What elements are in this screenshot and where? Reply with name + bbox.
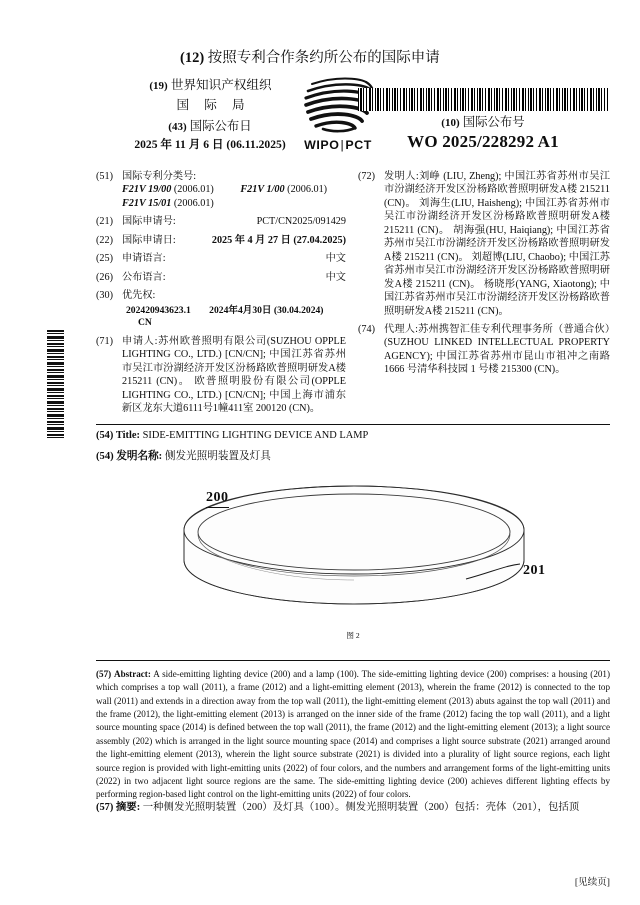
publication-date-value: 2025 年 11 月 6 日 (06.11.2025)	[134, 138, 286, 151]
priority-row	[122, 305, 346, 330]
code-30: (30)	[96, 290, 113, 302]
header-kind-of-document	[180, 46, 440, 67]
abstract-label-zh: 摘要:	[115, 802, 141, 813]
code-72: (72)	[358, 171, 375, 182]
divider-above-abstract	[96, 660, 610, 661]
inventors-content	[384, 170, 610, 318]
priority-number: 202420943623.1	[126, 304, 191, 316]
application-number-row	[122, 215, 346, 228]
organization-line1: 世界知识产权组织	[170, 78, 272, 92]
ipc-code-1: F21V 19/00	[122, 184, 172, 196]
filing-language-row	[122, 252, 346, 265]
title-english	[96, 430, 610, 441]
code-57-en: (57)	[96, 669, 112, 679]
publication-language-row	[122, 271, 346, 284]
ipc-row-1	[122, 183, 346, 196]
ipc-version-1: (2006.01)	[173, 184, 214, 196]
biblio-right-column	[358, 170, 610, 382]
code-12: (12)	[180, 50, 205, 66]
publication-number-block	[358, 112, 608, 152]
application-number-value: PCT/CN2025/091429	[256, 216, 346, 228]
figure-reference-201: 201	[523, 563, 546, 578]
publication-date-block	[110, 116, 310, 152]
wipo-organization	[118, 74, 303, 113]
priority-label: 优先权:	[122, 290, 156, 302]
figure-reference-200: 200	[206, 490, 229, 508]
code-19: (19)	[149, 80, 168, 92]
application-date-value: 2025 年 4 月 27 日 (27.04.2025)	[211, 234, 346, 246]
code-54-en: (54)	[96, 430, 114, 441]
field-priority	[96, 289, 346, 330]
ipc-version-3: (2006.01)	[173, 197, 214, 209]
ipc-row-2	[122, 197, 346, 210]
field-application-number	[96, 215, 346, 228]
code-26: (26)	[96, 271, 113, 283]
field-filing-language	[96, 252, 346, 265]
publication-barcode	[358, 88, 608, 111]
ipc-label: 国际专利分类号:	[122, 171, 197, 182]
code-71: (71)	[96, 335, 113, 347]
priority-content	[122, 289, 346, 330]
abstract-english	[96, 668, 610, 802]
divider-above-title	[96, 424, 610, 425]
application-number-label: 国际申请号:	[122, 216, 176, 228]
code-54-zh: (54)	[96, 451, 114, 462]
code-74: (74)	[358, 323, 375, 335]
header-title-12: 按照专利合作条约所公布的国际申请	[207, 50, 440, 66]
title-chinese	[96, 448, 610, 463]
abstract-chinese	[96, 800, 610, 816]
continuation-note: [见续页]	[574, 877, 610, 888]
field-inventors	[358, 170, 610, 318]
ipc-content	[122, 170, 346, 210]
abstract-label-en: Abstract:	[114, 669, 151, 679]
wipo-text: WIPO	[304, 138, 340, 152]
filing-language-label: 申请语言:	[122, 253, 166, 265]
pct-text: PCT	[345, 138, 372, 152]
wordmark-separator: |	[340, 138, 345, 152]
applicant-label: 申请人:	[122, 335, 158, 347]
inventors-text: 刘峥 (LIU, Zheng); 中国江苏省苏州市吴江市汾湖经济开发区汾杨路欧普照明研发A楼 215211 (CN)。 刘海生(LIU, Haisheng); 中国江苏省苏州市吴江市汾湖经济开发区汾杨路欧普照明研发A楼 215211 (CN)。 胡海强(HU, Haiqiang); 中国江苏省苏州市吴江市汾湖经济开发区汾杨路欧普照明研发A楼 215211 (CN)。 刘超博(LIU, Chaobo); 中国江苏省苏州市吴江市汾湖经济开发区汾杨路欧普照明研发A楼 215211 (CN)。 杨晓彤(YANG, Xiaotong); 中国江苏省苏州市吴江市汾湖经济开发区汾杨路欧普照明研发A楼 215211 (CN)。	[384, 171, 610, 317]
inventors-label: 发明人:	[384, 171, 419, 182]
page-header	[96, 46, 608, 158]
left-margin-barcode	[47, 330, 64, 438]
field-applicant	[96, 335, 346, 416]
code-57-zh: (57)	[96, 802, 114, 813]
publication-number-value: WO 2025/228292 A1	[407, 132, 559, 151]
ipc-code-3: F21V 15/01	[122, 197, 172, 209]
publication-number-label-row	[358, 112, 608, 130]
ipc-version-2: (2006.01)	[287, 184, 328, 196]
priority-country: CN	[138, 317, 152, 329]
priority-date: 2024年4月30日 (30.04.2024)	[209, 304, 324, 316]
code-21: (21)	[96, 216, 113, 228]
field-agent	[358, 323, 610, 377]
title-label-en: Title:	[115, 430, 140, 441]
figure-caption: 图 2	[346, 631, 360, 640]
field-ipc	[96, 170, 346, 210]
organization-line2: 国 际 局	[176, 98, 251, 112]
ipc-entry-2	[240, 183, 327, 196]
applicant-content	[122, 335, 346, 416]
publication-language-label: 公布语言:	[122, 271, 166, 283]
code-51: (51)	[96, 171, 113, 182]
field-application-date	[96, 234, 346, 247]
field-publication-language	[96, 271, 346, 284]
applicant-text: 苏州欧普照明有限公司(SUZHOU OPPLE LIGHTING CO., LTD.) [CN/CN]; 中国江苏省苏州市吴江市汾湖经济开发区汾杨路欧普照明研发A楼 215211 (CN)。 欧普照明股份有限公司(OPPLE LIGHTING CO., LTD.) [CN/CN]; 中国上海市浦东新区龙东大道6111号1幢411室 200120 (CN)。	[122, 335, 346, 415]
code-10: (10)	[441, 117, 460, 129]
title-label-zh: 发明名称:	[116, 451, 163, 462]
publication-date-label: 国际公布日	[189, 119, 252, 133]
application-date-row	[122, 234, 346, 247]
filing-language-value: 中文	[325, 253, 346, 265]
agent-content	[384, 323, 610, 377]
code-22: (22)	[96, 234, 113, 246]
publication-number-label: 国际公布号	[462, 115, 525, 129]
abstract-text-zh: 一种侧发光照明装置（200）及灯具（100）。侧发光照明装置（200）包括：壳体（201），包括顶	[142, 802, 580, 813]
publication-language-value: 中文	[325, 271, 346, 283]
agent-text: 苏州携智汇佳专利代理事务所（普通合伙）(SUZHOU LINKED INTELLECTUAL PROPERTY AGENCY); 中国江苏省苏州市昆山市祖冲之南路 1666 号清华科技园 1 号楼 215300 (CN)。	[384, 323, 610, 376]
title-value-zh: 侧发光照明装置及灯具	[164, 451, 271, 462]
title-value-en: SIDE-EMITTING LIGHTING DEVICE AND LAMP	[142, 430, 369, 441]
ipc-code-2: F21V 1/00	[240, 184, 285, 196]
abstract-text-en: A side-emitting lighting device (200) and a lamp (100). The side-emitting lighting device (200) comprises: a housing (201) which comprises a top wall (2011), a frame (2012) and a light-emitting element (2013), wherein the frame (2012) is connected to the top wall (2011) and extends in a direction away from the top wall (2011), the light-emitting element (2013) abuts against the top wall (2011) and the frame (2012), the light-emitting element (2013) is arranged on the inner side of the frame (2012) facing the top wall (2011), and a light source mounting space (2014) is defined between the top wall (2011), the frame (2012) and the light-emitting element (2013); a light source assembly (202) which is arranged in the light source mounting space (2014) and comprises a light source substrate (2021) arranged around the light-emitting element (2013), wherein the light source substrate (2021) is divided into a plurality of light source regions, each light source region is provided with light-emitting units (2022) of four colors, and the numbers and arrangement forms of the light-emitting units (2022) in two adjacent light source regions are the same. The side-emitting lighting device (200) achieves different lighting effects by performing region-based light control on the light-emitting units (2022) of four colors.	[96, 669, 610, 800]
figure-block	[96, 468, 610, 653]
figure-ring-drawing	[96, 468, 610, 628]
code-25: (25)	[96, 253, 113, 265]
application-date-label: 国际申请日:	[122, 234, 176, 246]
code-43: (43)	[168, 121, 187, 133]
agent-label: 代理人:	[384, 323, 418, 335]
biblio-left-column	[96, 170, 346, 421]
